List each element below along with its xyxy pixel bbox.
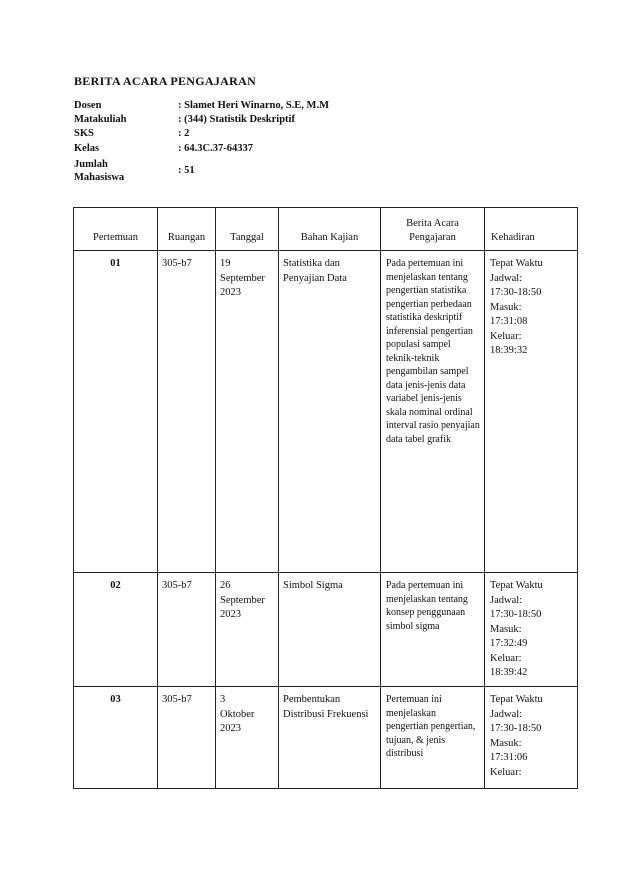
course-info: [74, 98, 329, 186]
cell-ruangan: 305-b7: [158, 687, 216, 789]
kehadiran-status: Tepat Waktu: [490, 694, 543, 705]
cell-bahan-kajian: Statistika dan Penyajian Data: [279, 251, 381, 573]
kehadiran-keluar: 18:39:32: [490, 345, 528, 356]
header-tanggal: Tanggal: [216, 208, 279, 251]
kehadiran-jadwal: 17:30-18:50: [490, 287, 542, 298]
table-row: [74, 573, 578, 687]
jumlah-label: [74, 158, 178, 184]
cell-bahan-kajian: Pembentukan Distribusi Frekuensi: [279, 687, 381, 789]
cell-kehadiran: [485, 573, 578, 687]
kelas-label: Kelas: [74, 142, 100, 154]
kehadiran-status: Tepat Waktu: [490, 258, 543, 269]
kelas-value: : 64.3C.37-64337: [178, 143, 253, 154]
header-berita-line-1: Berita Acara: [406, 218, 459, 229]
cell-ruangan: 305-b7: [158, 251, 216, 573]
cell-tanggal: [216, 251, 279, 573]
dosen-value: : Slamet Heri Winarno, S.E, M.M: [178, 100, 329, 111]
page-title: BERITA ACARA PENGAJARAN: [74, 74, 257, 88]
cell-tanggal: [216, 687, 279, 789]
table-header-row: [74, 208, 578, 251]
kehadiran-keluar-label: Keluar:: [490, 652, 522, 664]
info-row-sks: [74, 127, 329, 141]
cell-berita-acara: Pertemuan ini menjelaskan pengertian pengertian, tujuan, & jenis distribusi: [381, 687, 485, 789]
header-bahan-kajian: Bahan Kajian: [279, 208, 381, 251]
info-row-matakuliah: [74, 112, 329, 126]
kehadiran-jadwal-label: Jadwal:: [490, 594, 523, 606]
cell-pertemuan: 03: [74, 687, 158, 789]
info-row-dosen: [74, 98, 329, 112]
jumlah-value: : 51: [178, 164, 195, 177]
table-row: [74, 687, 578, 789]
tanggal-day: 19: [220, 258, 231, 269]
cell-pertemuan: 02: [74, 573, 158, 687]
kehadiran-jadwal: 17:30-18:50: [490, 723, 542, 734]
kehadiran-masuk: 17:31:08: [490, 316, 528, 327]
tanggal-month: Oktober: [220, 708, 255, 720]
header-kehadiran: Kehadiran: [485, 208, 578, 251]
kehadiran-jadwal-label: Jadwal:: [490, 708, 523, 720]
tanggal-day: 26: [220, 580, 231, 591]
dosen-label: Dosen: [74, 99, 102, 111]
sks-label: SKS: [74, 128, 94, 140]
tanggal-day: 3: [220, 694, 226, 705]
cell-tanggal: [216, 573, 279, 687]
kehadiran-status: Tepat Waktu: [490, 580, 543, 591]
tanggal-year: 2023: [220, 723, 241, 734]
attendance-table: [73, 207, 578, 789]
cell-berita-acara: Pada pertemuan ini menjelaskan tentang pengertian statistika pengertian perbedaan statistika deskriptif inferensial pengertian populasi sampel teknik-teknik pengambilan sampel data jenis-jenis data variabel jenis-jenis skala nominal ordinal interval rasio penyajian data tabel grafik: [381, 251, 485, 573]
kehadiran-keluar-label: Keluar:: [490, 766, 522, 778]
tanggal-month: September: [220, 272, 265, 284]
header-berita-line-2: Pengajaran: [409, 232, 456, 243]
cell-bahan-kajian: Simbol Sigma: [279, 573, 381, 687]
kehadiran-keluar: 18:39:42: [490, 667, 528, 678]
tanggal-month: September: [220, 594, 265, 606]
tanggal-year: 2023: [220, 287, 241, 298]
matakuliah-value: : (344) Statistik Deskriptif: [178, 114, 295, 125]
tanggal-year: 2023: [220, 609, 241, 620]
cell-kehadiran: [485, 251, 578, 573]
matakuliah-label: Matakuliah: [74, 114, 127, 126]
info-row-jumlah: [74, 156, 329, 186]
cell-pertemuan: 01: [74, 251, 158, 573]
info-row-kelas: [74, 141, 329, 155]
cell-ruangan: 305-b7: [158, 573, 216, 687]
header-berita-acara: [381, 208, 485, 251]
kehadiran-jadwal-label: Jadwal:: [490, 272, 523, 284]
cell-kehadiran: [485, 687, 578, 789]
kehadiran-masuk-label: Masuk:: [490, 301, 522, 313]
kehadiran-jadwal: 17:30-18:50: [490, 609, 542, 620]
cell-berita-acara: Pada pertemuan ini menjelaskan tentang konsep penggunaan simbol sigma: [381, 573, 485, 687]
kehadiran-keluar-label: Keluar:: [490, 330, 522, 342]
kehadiran-masuk-label: Masuk:: [490, 623, 522, 635]
kehadiran-masuk: 17:32:49: [490, 638, 528, 649]
jumlah-label-line-2: Mahasiswa: [74, 171, 125, 183]
jumlah-label-line-1: Jumlah: [74, 158, 108, 170]
header-ruangan: Ruangan: [158, 208, 216, 251]
kehadiran-masuk-label: Masuk:: [490, 737, 522, 749]
header-pertemuan: Pertemuan: [74, 208, 158, 251]
sks-value: : 2: [178, 128, 189, 139]
kehadiran-masuk: 17:31:06: [490, 752, 528, 763]
table-row: [74, 251, 578, 573]
